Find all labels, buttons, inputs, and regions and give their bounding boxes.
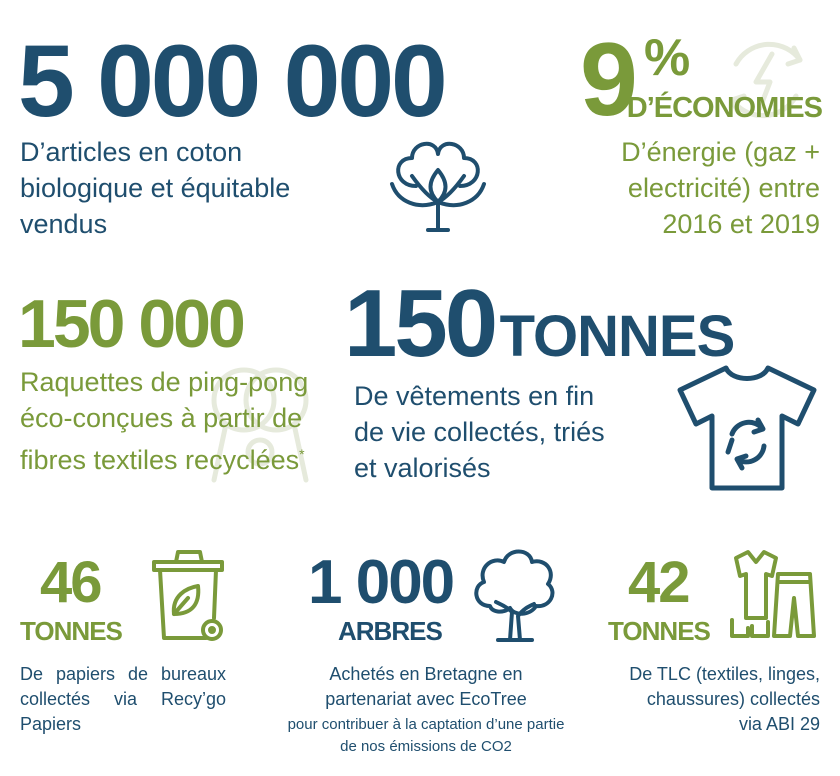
papiers-description: De papiers de bureaux collectés via Recy’go Papiers bbox=[20, 664, 226, 734]
vetements-headline bbox=[344, 270, 735, 377]
vetements-unit: TONNES bbox=[499, 304, 735, 369]
arbres-description: Achetés en Bretagne en partenariat avec EcoTree bbox=[325, 664, 527, 709]
recycling-bin-icon bbox=[152, 548, 226, 644]
tlc-unit: TONNES bbox=[608, 616, 710, 646]
raquettes-value: 150 000 bbox=[18, 286, 243, 362]
arbres-note: pour contribuer à la captation d’une partie de nos émissions de CO2 bbox=[287, 716, 565, 755]
cotton-flower-icon bbox=[388, 140, 488, 232]
arbres-value: 1 000 bbox=[308, 548, 454, 617]
clothes-icon bbox=[726, 548, 818, 640]
energie-unit: D’ÉCONOMIES bbox=[626, 92, 822, 124]
arbres-unit: ARBRES bbox=[338, 616, 442, 646]
raquettes-description: Raquettes de ping-pong éco-conçues à partir de fibres textiles recyclées* bbox=[20, 367, 309, 475]
papiers-value: 46 bbox=[40, 550, 101, 615]
energie-percent: % bbox=[644, 29, 691, 87]
coton-description: D’articles en coton biologique et équitable vendus bbox=[20, 137, 291, 239]
tlc-value: 42 bbox=[628, 550, 689, 615]
tlc-description: De TLC (textiles, linges, chaussures) collectés via ABI 29 bbox=[629, 664, 820, 734]
tshirt-recycle-icon bbox=[676, 364, 818, 492]
vetements-value: 150 bbox=[344, 270, 496, 377]
energie-description: D’énergie (gaz + electricité) entre 2016 et 2019 bbox=[621, 137, 820, 239]
coton-value: 5 000 000 bbox=[18, 24, 445, 138]
asterisk: * bbox=[299, 446, 305, 462]
vetements-description: De vêtements en fin de vie collectés, triés et valorisés bbox=[354, 381, 605, 483]
tree-icon bbox=[470, 546, 556, 642]
energie-value: 9 bbox=[580, 22, 635, 138]
papiers-unit: TONNES bbox=[20, 616, 122, 646]
